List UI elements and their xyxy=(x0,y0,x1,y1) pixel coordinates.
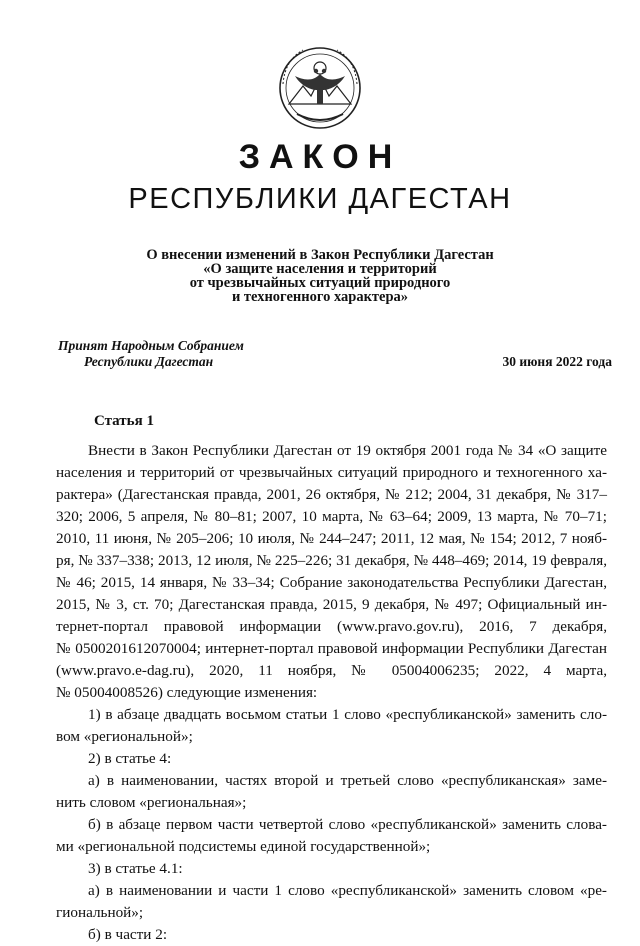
paragraph-line: № 05004008526) следующие изменения: xyxy=(56,684,318,701)
article-paragraph xyxy=(56,704,607,748)
law-title: ЗАКОН xyxy=(238,138,402,176)
paragraph-line: нить словом «региональная»; xyxy=(56,794,247,811)
subtitle-line: и техногенного характера» xyxy=(231,289,409,305)
paragraph-line: 320; 2006, 5 апреля, № 80–81; 2007, 10 марта, № 63–64; 2009, 13 марта, № 70–71; xyxy=(56,508,607,525)
article-paragraph xyxy=(56,858,607,880)
paragraph-line: тернет-портал правовой информации (www.pravo.gov.ru), 2016, 7 декабря, xyxy=(56,618,607,635)
adoption-date: 30 июня 2022 года xyxy=(502,354,612,369)
paragraph-line: 2010, 11 июня, № 205–206; 10 июля, № 244–247; 2011, 12 мая, № 154; 2012, 7 нояб- xyxy=(56,530,607,547)
article-paragraph xyxy=(56,440,607,704)
article-heading: Статья 1 xyxy=(94,413,154,429)
paragraph-line: Внести в Закон Республики Дагестан от 19 октября 2001 года № 34 «О защите xyxy=(88,442,607,459)
paragraph-line: (www.pravo.e-dag.ru), 2020, 11 ноября, № 05004006235; 2022, 4 марта, xyxy=(56,662,607,679)
paragraph-line: гиональной»; xyxy=(56,904,144,921)
adoption-body: Республики Дагестан xyxy=(84,354,214,369)
paragraph-line: № 0500201612070004; интернет-портал правовой информации Республики Дагестан xyxy=(56,640,607,657)
paragraph-line: вом «региональной»; xyxy=(56,728,193,745)
paragraph-line: ми «региональной подсистемы единой государственной»; xyxy=(56,838,431,855)
article-paragraph xyxy=(56,880,607,924)
subtitle-line: «О защите населения и территорий xyxy=(203,261,437,277)
paragraph-line: 1) в абзаце двадцать восьмом статьи 1 слово «республиканской» заменить сло- xyxy=(88,706,607,723)
coat-of-arms-emblem xyxy=(273,38,367,132)
paragraph-line: а) в наименовании, частях второй и третьей слово «республиканская» заме- xyxy=(88,772,607,789)
paragraph-line: 2015, № 3, ст. 70; Дагестанская правда, 2015, 9 декабря, № 497; Официальный ин- xyxy=(56,596,607,613)
paragraph-line: б) в абзаце первом части четвертой слово «республиканской» заменить слова- xyxy=(88,816,607,833)
adoption-line: Принят Народным Собранием xyxy=(58,338,244,353)
article-paragraph xyxy=(56,770,607,814)
article-body xyxy=(56,440,607,946)
article-paragraph xyxy=(56,814,607,858)
law-subtitle xyxy=(0,248,640,304)
subtitle-line: от чрезвычайных ситуаций природного xyxy=(189,275,451,291)
paragraph-line: № 46; 2015, 14 января, № 33–34; Собрание законодательства Республики Дагестан, xyxy=(56,574,607,591)
paragraph-line: а) в наименовании и части 1 слово «республиканской» заменить словом «ре- xyxy=(88,882,607,899)
paragraph-line: 2) в статье 4: xyxy=(88,750,172,767)
paragraph-line: 3) в статье 4.1: xyxy=(88,860,183,877)
paragraph-line: рактера» (Дагестанская правда, 2001, 26 октября, № 212; 2004, 31 декабря, № 317– xyxy=(56,486,607,503)
article-paragraph xyxy=(56,924,607,946)
paragraph-line: б) в части 2: xyxy=(88,926,168,943)
subtitle-line: О внесении изменений в Закон Республики Дагестан xyxy=(146,247,494,263)
paragraph-line: населения и территорий от чрезвычайных ситуаций природного и техногенного ха- xyxy=(56,464,607,481)
article-paragraph xyxy=(56,748,607,770)
republic-title: РЕСПУБЛИКИ ДАГЕСТАН xyxy=(128,183,512,215)
paragraph-line: ря, № 337–338; 2013, 12 июля, № 225–226; 31 декабря, № 448–469; 2014, 19 февраля, xyxy=(56,552,607,569)
